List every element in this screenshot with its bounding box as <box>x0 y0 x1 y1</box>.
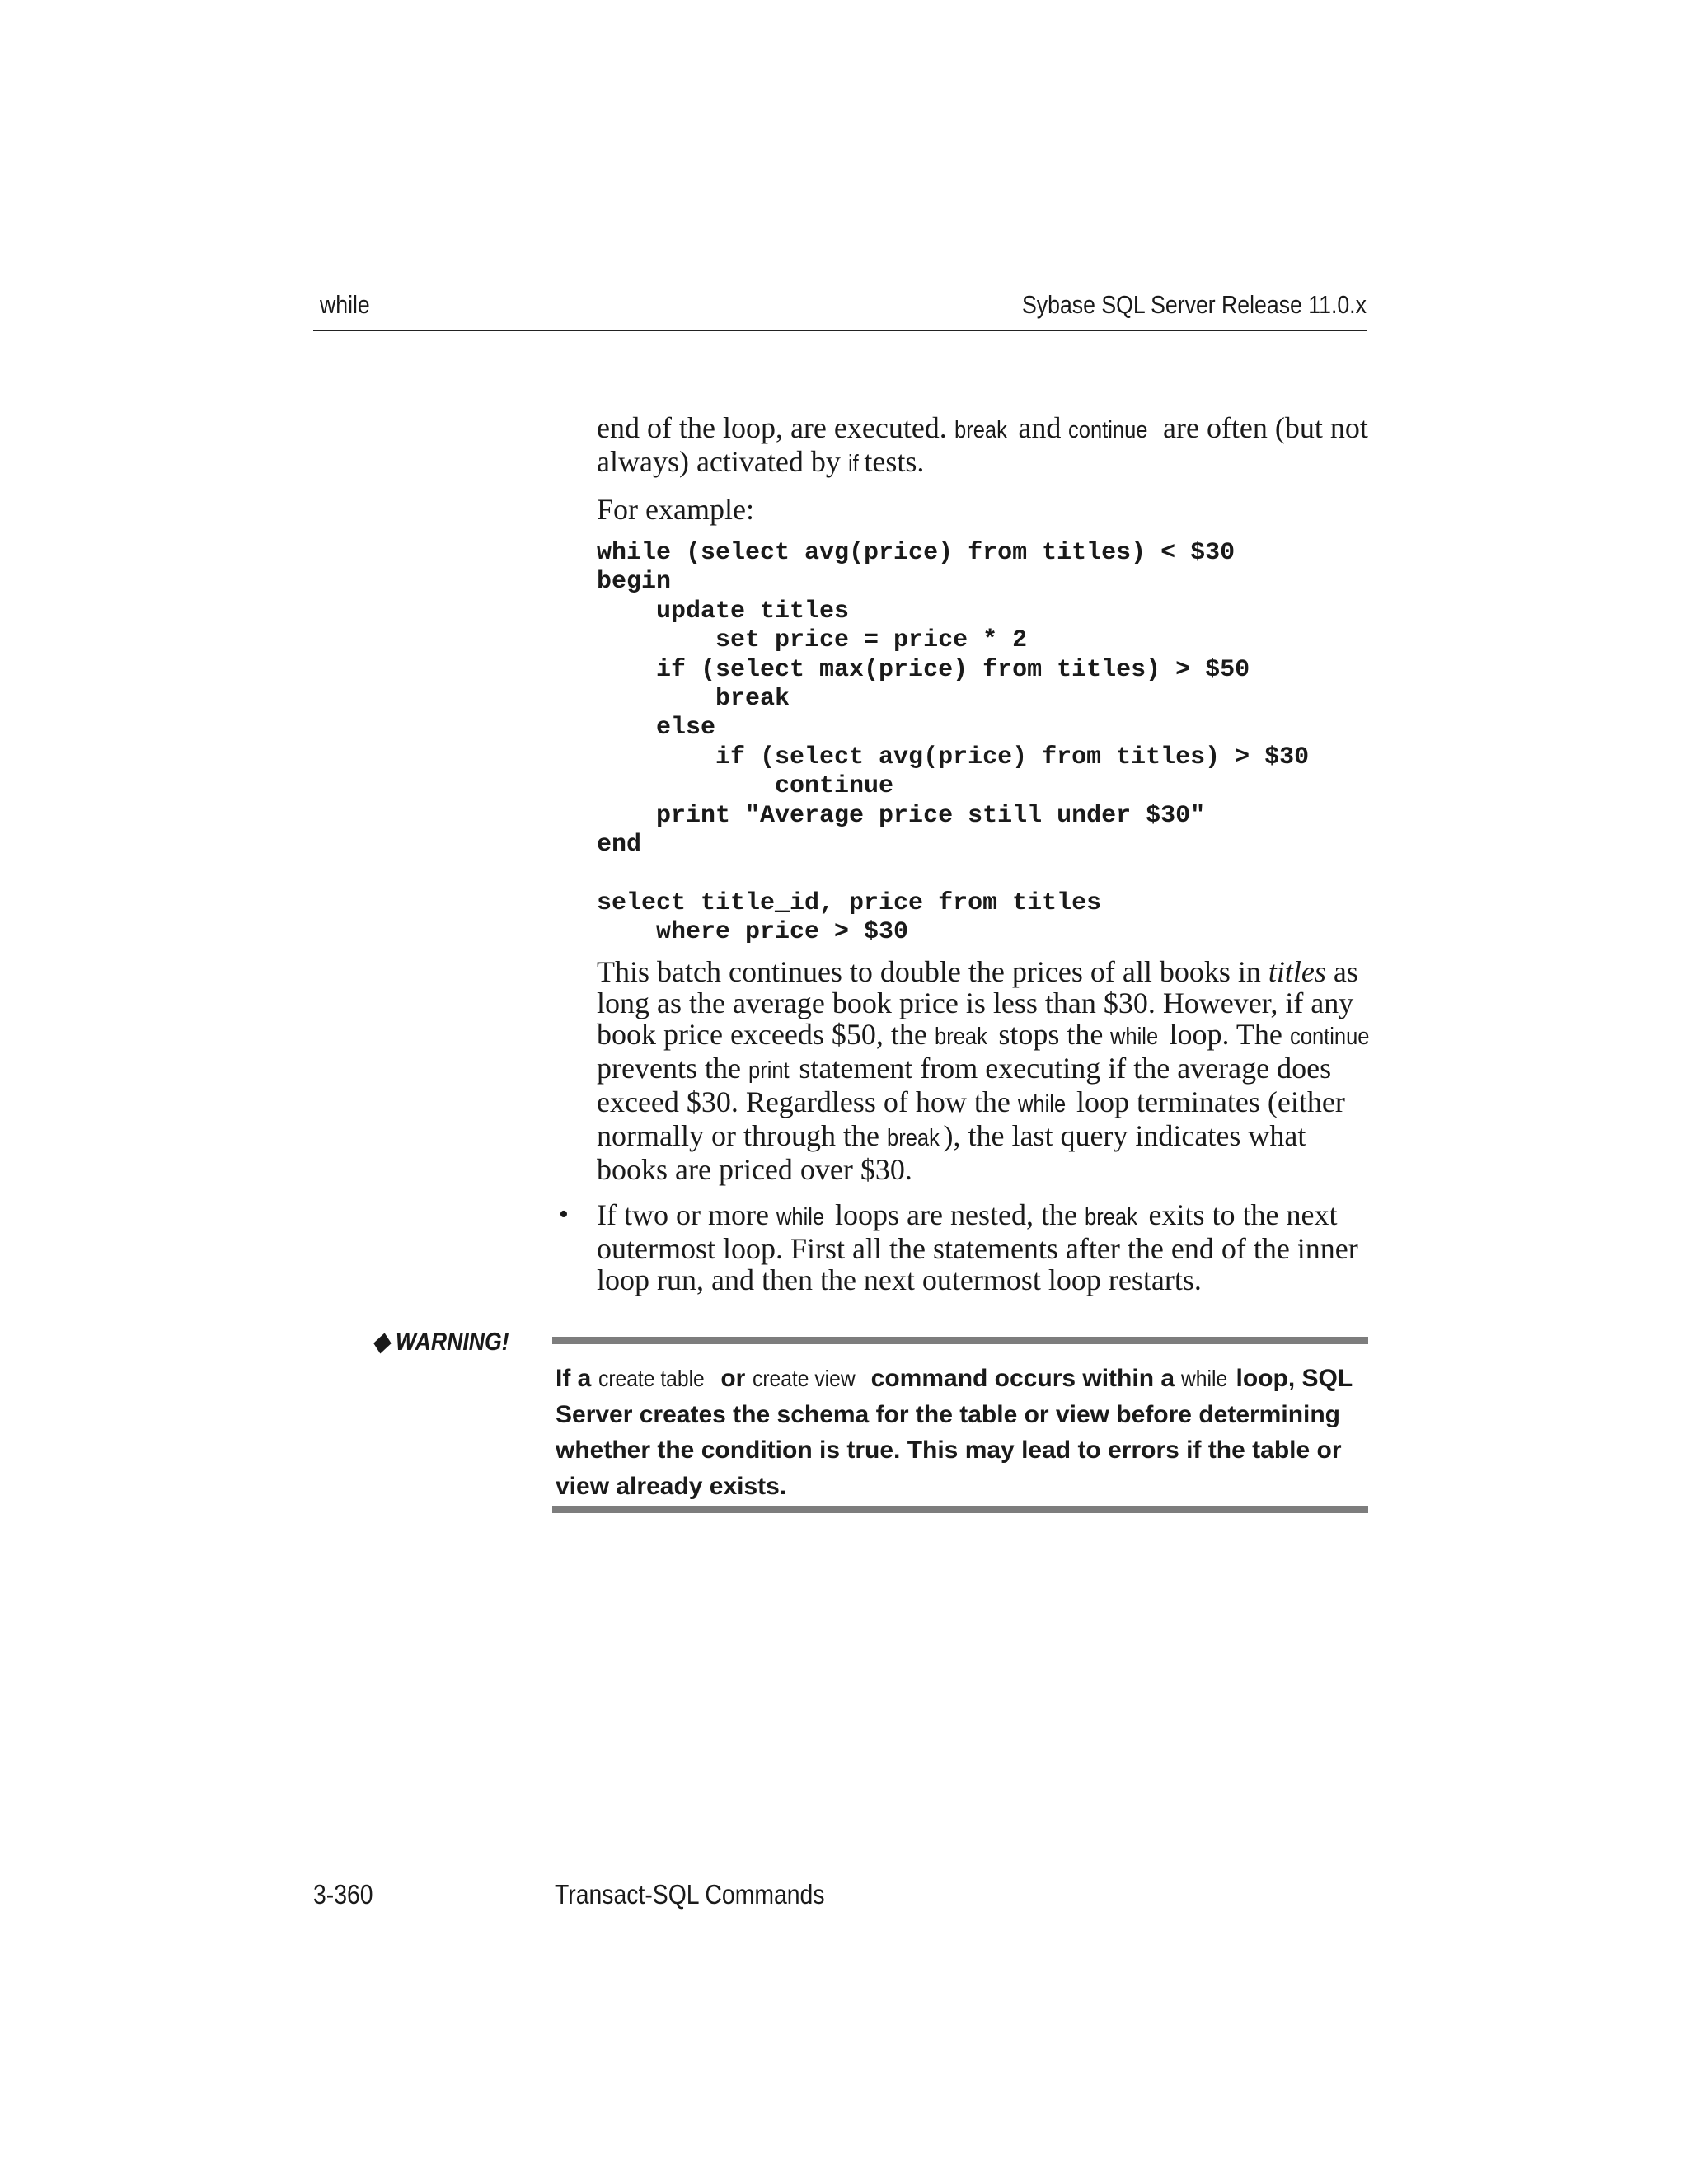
keyword-break: break <box>1084 1203 1137 1230</box>
keyword-continue: continue <box>1289 1023 1370 1050</box>
keyword-while: while <box>1110 1023 1159 1050</box>
intro-text: tests. <box>856 445 925 478</box>
bullet-text: exits to the next outermost loop. First all the statements after the end of the inner loop run, and then the next outermost loop restarts. <box>597 1197 1358 1296</box>
explanation-text: stops the <box>991 1017 1111 1051</box>
keyword-if: if <box>847 451 859 477</box>
keyword-print: print <box>748 1057 790 1084</box>
code-example: while (select avg(price) from titles) < $30 begin update titles set price = price * 2 if (select max(price) from titles) > $50 break else if (select avg(price) from titles) > $30 continue print "Average price still under $30" end select title_id, price from titles where price > $30 <box>597 539 1310 947</box>
product-name: Sybase SQL Server Release 11.0.x <box>1022 290 1367 319</box>
keyword-create-table: create table <box>598 1366 705 1391</box>
warning-text-part: If a <box>556 1365 598 1392</box>
page-number: 3-360 <box>313 1879 373 1910</box>
explanation-text: statement from executing if the average does exceed $30. Regardless of how the <box>597 1051 1332 1118</box>
explanation-text: This batch continues to double the prices of all books in <box>597 954 1268 988</box>
keyword-continue: continue <box>1068 417 1148 443</box>
warning-text-part: loop, SQL Server creates the schema for the table or view before determining whether the condition is true. This may lead to errors if the table or view already exists. <box>556 1365 1353 1500</box>
explanation-text: prevents the <box>597 1051 748 1085</box>
explanation-text: ), the last query indicates what books are priced over $30. <box>597 1118 1306 1186</box>
bullet-paragraph <box>597 1199 1380 1296</box>
footer-title: Transact-SQL Commands <box>555 1879 825 1910</box>
warning-box <box>552 1337 1368 1513</box>
bullet-symbol: • <box>559 1198 569 1230</box>
main-content <box>559 411 1380 1296</box>
warning-text-part: command occurs within a <box>864 1365 1182 1392</box>
warning-label: ◆ WARNING! <box>373 1327 509 1356</box>
bullet-text: loops are nested, the <box>828 1197 1085 1231</box>
intro-text: end of the loop, are executed. <box>597 411 954 444</box>
intro-text: and <box>1010 411 1069 444</box>
intro-text: are often (but not always) activated by <box>597 411 1368 478</box>
keyword-break: break <box>934 1023 987 1050</box>
explanation-text: loop. The <box>1161 1017 1290 1051</box>
bullet-item <box>559 1197 1380 1296</box>
explanation-text: loop terminates (either normally or through the <box>597 1085 1345 1152</box>
explanation-text: as long as the average book price is less than $30. However, if any book price exceeds $50, the <box>597 954 1358 1051</box>
keyword-create-view: create view <box>752 1366 856 1391</box>
warning-text-part: or <box>714 1365 753 1392</box>
bullet-text: If two or more <box>597 1197 776 1231</box>
keyword-break: break <box>954 417 1007 443</box>
warning-text <box>556 1361 1363 1504</box>
keyword-while: while <box>776 1203 825 1230</box>
keyword-break: break <box>886 1124 940 1151</box>
section-name: while <box>320 290 370 319</box>
keyword-while: while <box>1181 1366 1228 1391</box>
example-label: For example: <box>597 493 754 526</box>
page-header <box>313 288 1367 331</box>
table-name: titles <box>1268 954 1326 988</box>
intro-paragraph <box>597 412 1380 480</box>
keyword-while: while <box>1017 1090 1067 1118</box>
explanation-paragraph <box>597 956 1380 1185</box>
